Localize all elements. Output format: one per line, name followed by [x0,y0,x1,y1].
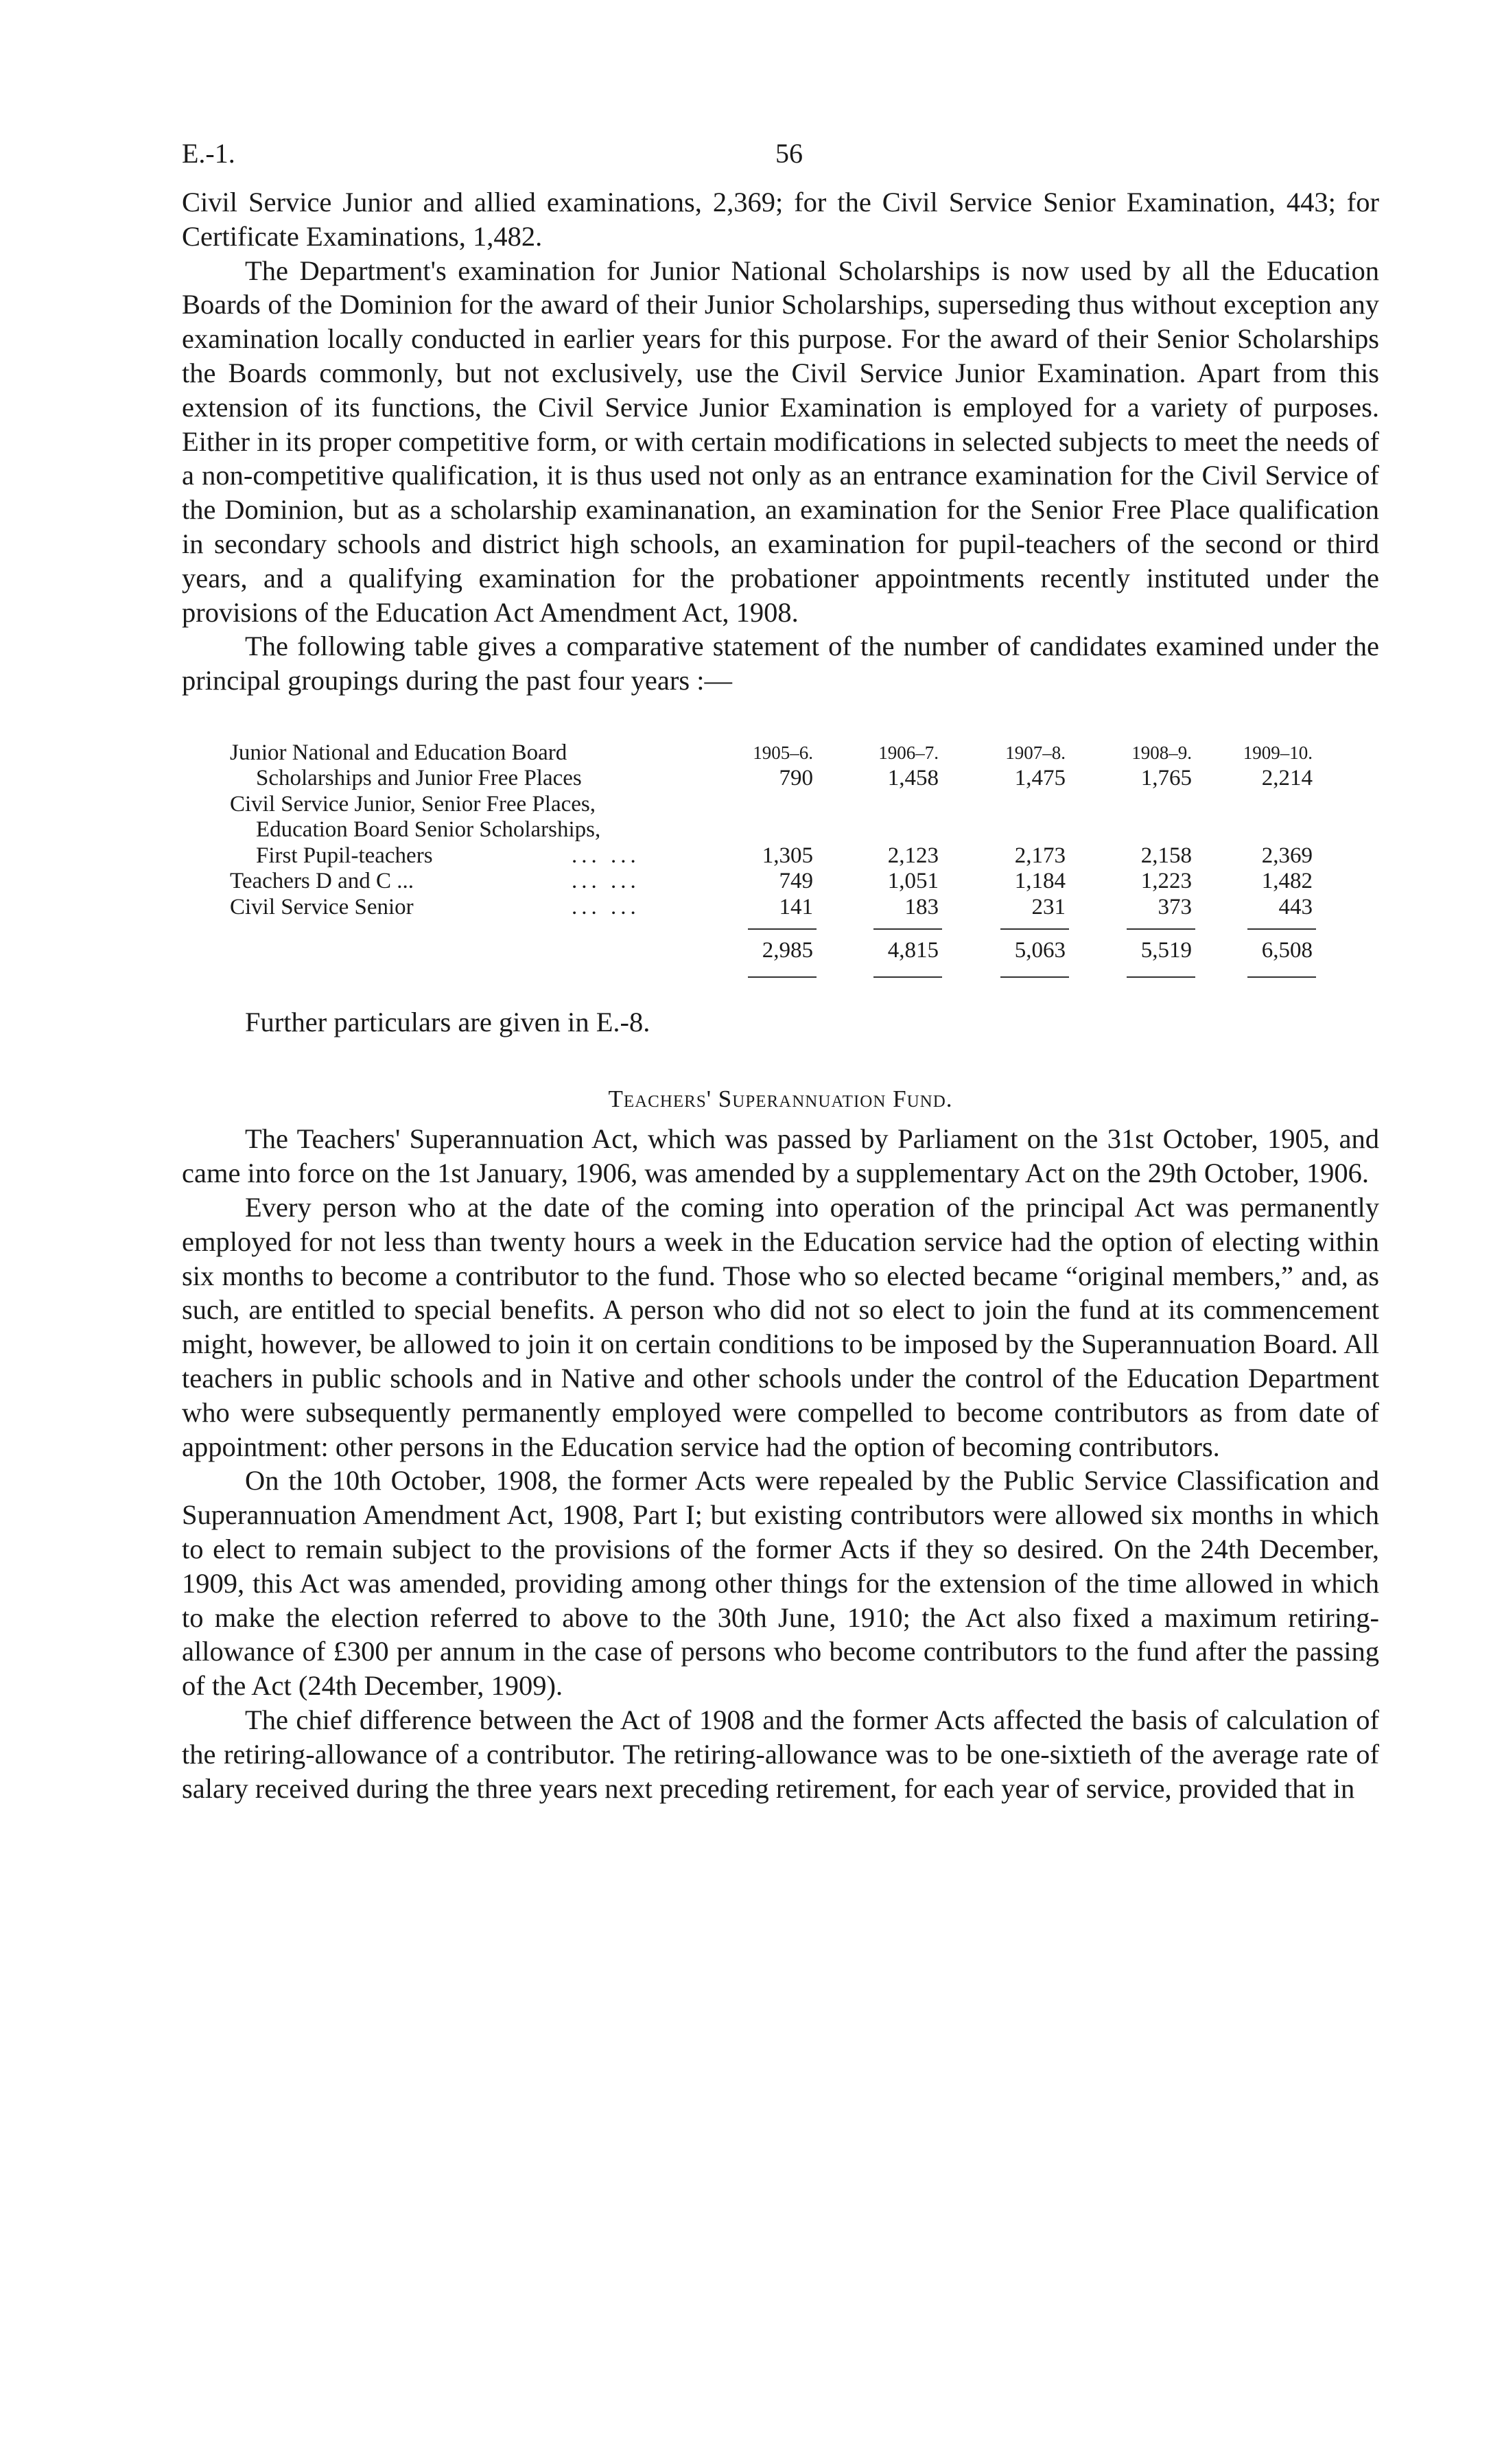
page-number: 56 [775,138,803,169]
table-cell: 1,475 [1014,766,1066,791]
rule-line [1127,976,1195,978]
rule-line [1127,928,1195,930]
row4-label: Civil Service Senior [230,894,414,919]
year-header: 1907–8. [1005,742,1066,763]
table-row-label [182,792,1379,818]
year-header: 1909–10. [1243,742,1313,763]
total-cell: 6,508 [1261,938,1313,963]
row1-label-a: Junior National and Education Board [230,740,567,765]
row1-label-b: Scholarships and Junior Free Places [256,766,582,791]
total-cell: 5,519 [1140,938,1192,963]
table-cell: 1,051 [887,869,939,894]
table-cell: 2,369 [1261,843,1313,868]
table-cell: 749 [779,869,813,894]
table-rule-top [182,920,1379,938]
rule-line [873,928,942,930]
table-cell: 2,173 [1014,843,1066,868]
document-page [182,137,1379,1805]
table-cell: 2,123 [887,843,939,868]
further-particulars: Further particulars are given in E.-8. [245,1007,650,1038]
table-cell: 183 [904,894,939,919]
rule-line [748,976,817,978]
rule-line [1247,928,1316,930]
paragraph-act-passed: The Teachers' Superannuation Act, which was passed by Parliament on the 31st October, 1905, and came into force on the 1st January, 1906, was amended by a supplementary Act on the 29th October, 1906. [182,1123,1379,1189]
paragraph-table-intro: The following table gives a comparative statement of the number of candidates examined under the principal groupings during the past four years :— [182,631,1379,696]
leader-dots: ... ... [572,894,640,919]
paragraph-original-members: Every person who at the date of the coming into operation of the principal Act was permanently employed for not less than twenty hours a week in the Education service had the option of electing within six months to become a contributor to the fund. Those who so elected became “original members,” and, as such, are entitled to special benefits. A person who did not so elect to join the fund at its commencement might, however, be allowed to join it on certain conditions to be imposed by the Superannuation Board. All teachers in public schools and in Native and other schools under the control of the Education Department who were subsequently permanently employed were compelled to become contributors as from date of appointment: other persons in the Education service had the option of becoming contributors. [182,1192,1379,1462]
table-row [182,869,1379,895]
section-heading: Teachers' Superannuation Fund. [608,1086,953,1113]
candidates-table [182,740,1379,987]
total-cell: 5,063 [1014,938,1066,963]
table-row-label [182,817,1379,843]
row3-label: Teachers D and C ... [230,869,414,894]
year-header: 1908–9. [1131,742,1192,763]
table-cell: 443 [1278,894,1313,919]
table-rule-bottom [182,968,1379,986]
row2-label-a: Civil Service Junior, Senior Free Places, [230,791,596,817]
leader-dots: ... ... [572,843,640,868]
rule-line [748,928,817,930]
total-cell: 4,815 [887,938,939,963]
table-cell: 1,458 [887,766,939,791]
year-header: 1905–6. [753,742,813,763]
table-cell: 1,305 [762,843,813,868]
leader-dots: ... ... [572,869,640,894]
table-row [182,895,1379,921]
table-header-row [182,740,1379,766]
rule-line [873,976,942,978]
table-row [182,766,1379,792]
table-cell: 1,223 [1140,869,1192,894]
paragraph-junior-scholarships: The Department's examination for Junior National Scholarships is now used by all the Education Boards of the Dominion for the award of their Junior Scholarships, superseding thus without exception any examination locally conducted in earlier years for this purpose. For the award of their Senior Scholarships the Boards commonly, but not exclusively, use the Civil Service Junior Examination. Apart from this extension of its functions, the Civil Service Junior Examination is employed for a variety of purposes. Either in its proper competitive form, or with certain modifications in selected subjects to meet the needs of a non-competitive qualification, it is thus used not only as an entrance examination for the Civil Service of the Dominion, but as a scholarship examinanation, an examination for the Senior Free Place qualification in secondary schools and district high schools, an examination for pupil-teachers of the second or third years, and a qualifying examination for the probationer appointments recently instituted under the provisions of the Education Act Amendment Act, 1908. [182,255,1379,628]
table-cell: 373 [1158,894,1192,919]
table-cell: 231 [1031,894,1066,919]
paragraph-repeal-1908: On the 10th October, 1908, the former Acts were repealed by the Public Service Classification and Superannuation Amendment Act, 1908, Part I; but existing contributors were allowed six months in which to elect to remain subject to the provisions of the former Acts if they so desired. On the 24th December, 1909, this Act was amended, providing among other things for the extension of the time allowed in which to make the election referred to above to the 30th June, 1910; the Act also fixed a maximum retiring-allowance of £300 per annum in the case of persons who become contributors to the fund after the passing of the Act (24th December, 1909). [182,1465,1379,1702]
table-cell: 1,184 [1014,869,1066,894]
paragraph-exam-counts: Civil Service Junior and allied examinations, 2,369; for the Civil Service Senior Examination, 443; for Certificate Examinations, 1,482. [182,187,1379,252]
report-reference: E.-1. [182,138,235,169]
row2-label-c: First Pupil-teachers [256,843,433,868]
table-cell: 1,482 [1261,869,1313,894]
table-cell: 790 [779,766,813,791]
table-cell: 2,214 [1261,766,1313,791]
rule-line [1000,928,1069,930]
total-cell: 2,985 [762,938,813,963]
table-cell: 1,765 [1140,766,1192,791]
superannuation-section [182,1122,1379,1805]
page-header [182,137,1379,185]
rule-line [1247,976,1316,978]
table-cell: 141 [779,894,813,919]
paragraph-chief-difference: The chief difference between the Act of 1908 and the former Acts affected the basis of calculation of the retiring-allowance of a contributor. The retiring-allowance was to be one-sixtieth of the average rate of salary received during the three years next preceding retirement, for each year of service, provided that in [182,1704,1379,1804]
table-row [182,843,1379,869]
year-header: 1906–7. [878,742,939,763]
table-total-row [182,938,1379,968]
rule-line [1000,976,1069,978]
table-cell: 2,158 [1140,843,1192,868]
row2-label-b: Education Board Senior Scholarships, [256,817,601,843]
